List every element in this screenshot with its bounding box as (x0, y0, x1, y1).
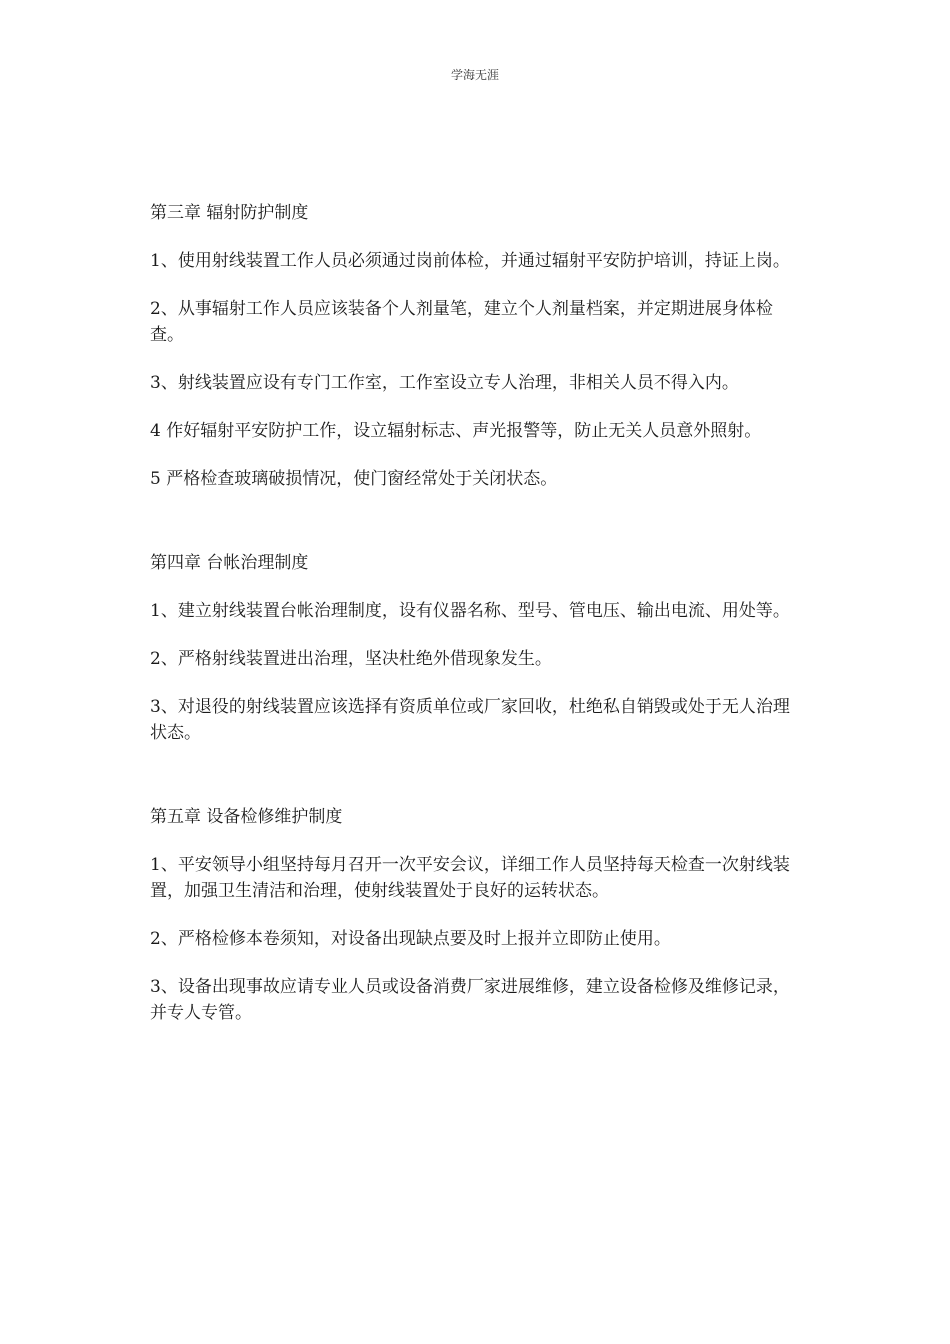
chapter-5 (150, 804, 800, 1026)
paragraph: 1、建立射线装置台帐治理制度，设有仪器名称、型号、管电压、输出电流、用处等。 (150, 601, 790, 621)
paragraph: 1、平安领导小组坚持每月召开一次平安会议，详细工作人员坚持每天检查一次射线装置，加强卫生清洁和治理，使射线装置处于良好的运转状态。 (150, 855, 790, 901)
page-header: 学海无涯 (450, 68, 499, 82)
paragraph: 3、对退役的射线装置应该选择有资质单位或厂家回收，杜绝私自销毁或处于无人治理状态。 (150, 697, 790, 743)
paragraph: 3、设备出现事故应请专业人员或设备消费厂家进展维修，建立设备检修及维修记录，并专人专管。 (150, 977, 790, 1023)
chapter-title: 第四章 台帐治理制度 (150, 553, 309, 573)
chapter-title: 第三章 辐射防护制度 (150, 203, 309, 223)
paragraph: 1、使用射线装置工作人员必须通过岗前体检，并通过辐射平安防护培训，持证上岗。 (150, 251, 790, 271)
chapter-title: 第五章 设备检修维护制度 (150, 807, 343, 827)
paragraph: 3、射线装置应设有专门工作室，工作室设立专人治理，非相关人员不得入内。 (150, 373, 739, 393)
paragraph: 2、从事辐射工作人员应该装备个人剂量笔，建立个人剂量档案，并定期进展身体检查。 (150, 299, 773, 345)
paragraph: 2、严格射线装置进出治理，坚决杜绝外借现象发生。 (150, 649, 552, 669)
document-body (150, 200, 800, 1026)
chapter-3 (150, 200, 800, 492)
paragraph: 5 严格检查玻璃破损情况，使门窗经常处于关闭状态。 (150, 469, 558, 489)
chapter-4 (150, 550, 800, 746)
paragraph: 2、严格检修本卷须知，对设备出现缺点要及时上报并立即防止使用。 (150, 929, 671, 949)
paragraph: 4 作好辐射平安防护工作，设立辐射标志、声光报警等，防止无关人员意外照射。 (150, 421, 762, 441)
